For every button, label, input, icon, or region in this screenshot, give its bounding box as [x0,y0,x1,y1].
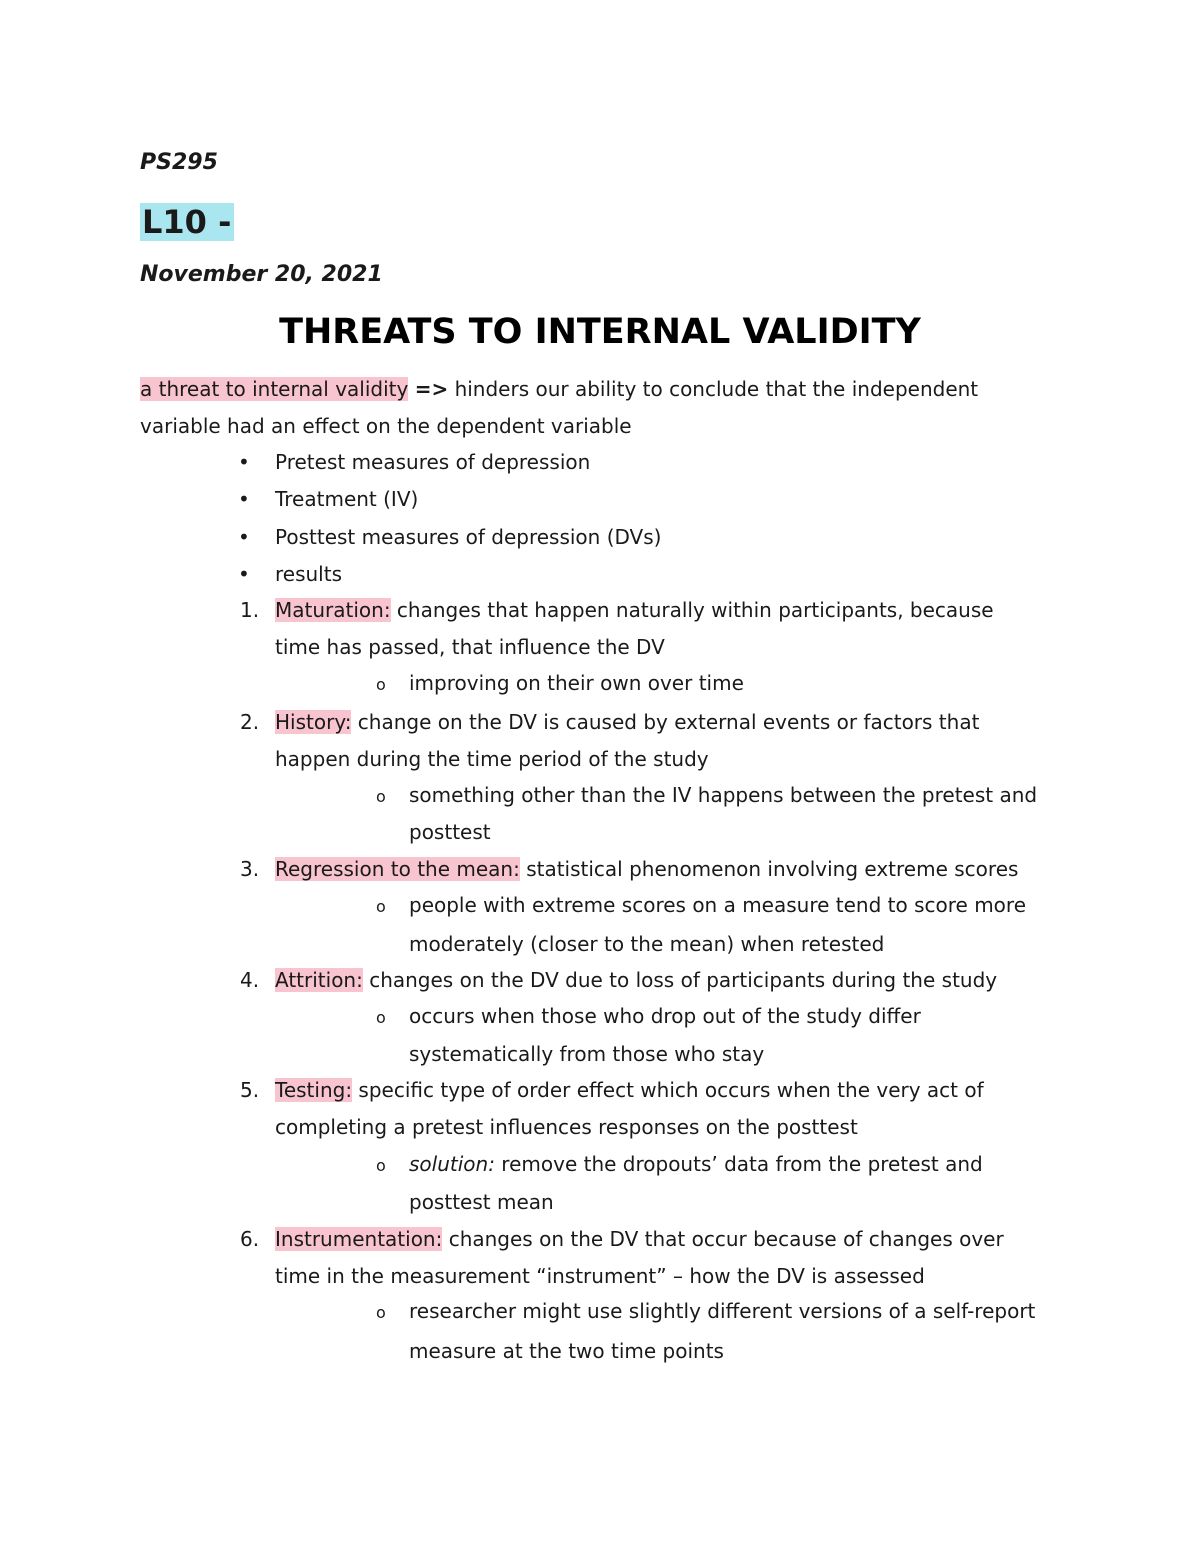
threat-number: 6. [240,1227,260,1251]
sub-bullet-icon: o [376,1008,386,1027]
threat-number: 5. [240,1078,260,1102]
threat-maturation-line-2: time has passed, that influence the DV [275,635,665,659]
threat-testing-sub-2: posttest mean [409,1190,554,1214]
threat-text: statistical phenomenon involving extreme scores [526,857,1019,881]
bullet-item: Posttest measures of depression (DVs) [275,525,662,549]
threat-number: 4. [240,968,260,992]
threat-history-line-1 [275,704,979,741]
threat-instrumentation-sub-2: measure at the two time points [409,1339,724,1363]
threat-term: History: [275,710,352,734]
intro-line-2: variable had an effect on the dependent variable [140,414,632,438]
threat-attrition-sub-1: occurs when those who drop out of the study differ [409,1004,921,1028]
lecture-date: November 20, 2021 [140,262,383,287]
threat-term: Attrition: [275,968,363,992]
threat-text: change on the DV is caused by external events or factors that [357,710,980,734]
threat-attrition-line-1 [275,962,997,999]
intro-term: a threat to internal validity [140,377,409,401]
threat-maturation-sub-1: improving on their own over time [409,671,744,695]
threat-testing-sub-1 [409,1146,983,1183]
intro-line-1 [140,371,978,408]
threat-history-line-2: happen during the time period of the study [275,747,709,771]
threat-maturation-line-1 [275,592,994,629]
threat-instrumentation-line-1 [275,1221,1004,1258]
bullet-item: Treatment (IV) [275,487,419,511]
lecture-label [140,202,234,242]
threat-number: 1. [240,598,260,622]
sub-bullet-icon: o [376,787,386,806]
threat-history-sub-1: something other than the IV happens between the pretest and [409,783,1038,807]
threat-number: 2. [240,710,260,734]
threat-number: 3. [240,857,260,881]
threat-history-sub-2: posttest [409,820,491,844]
bullet-icon: • [238,562,250,586]
threat-testing-sub-lead: solution: [409,1152,495,1176]
threat-instrumentation-line-2: time in the measurement “instrument” – how the DV is assessed [275,1264,925,1288]
bullet-icon: • [238,487,250,511]
intro-text-1: hinders our ability to conclude that the independent [454,377,979,401]
threat-instrumentation-sub-1: researcher might use slightly different versions of a self-report [409,1299,1036,1323]
threat-regression-line-1 [275,851,1018,888]
threat-term: Regression to the mean: [275,857,520,881]
threat-text: changes that happen naturally within participants, because [396,598,994,622]
sub-bullet-icon: o [376,1303,386,1322]
bullet-item: results [275,562,343,586]
intro-arrow: => [414,377,449,401]
threat-testing-line-2: completing a pretest influences responses on the posttest [275,1115,858,1139]
threat-regression-sub-2: moderately (closer to the mean) when retested [409,932,885,956]
course-code: PS295 [140,150,218,175]
threat-text: changes on the DV due to loss of participants during the study [369,968,998,992]
threat-attrition-sub-2: systematically from those who stay [409,1042,765,1066]
bullet-icon: • [238,450,250,474]
threat-term: Testing: [275,1078,353,1102]
threat-term: Instrumentation: [275,1227,443,1251]
page-title: THREATS TO INTERNAL VALIDITY [279,312,921,352]
lecture-label-text: L10 - [140,203,234,241]
threat-regression-sub-1: people with extreme scores on a measure tend to score more [409,893,1027,917]
threat-testing-line-1 [275,1072,984,1109]
bullet-item: Pretest measures of depression [275,450,591,474]
threat-term: Maturation: [275,598,391,622]
bullet-icon: • [238,525,250,549]
sub-bullet-icon: o [376,897,386,916]
threat-testing-sub-text: remove the dropouts’ data from the pretest and [501,1152,983,1176]
sub-bullet-icon: o [376,1156,386,1175]
threat-text: changes on the DV that occur because of changes over [448,1227,1004,1251]
sub-bullet-icon: o [376,675,386,694]
threat-text: specific type of order effect which occurs when the very act of [358,1078,984,1102]
